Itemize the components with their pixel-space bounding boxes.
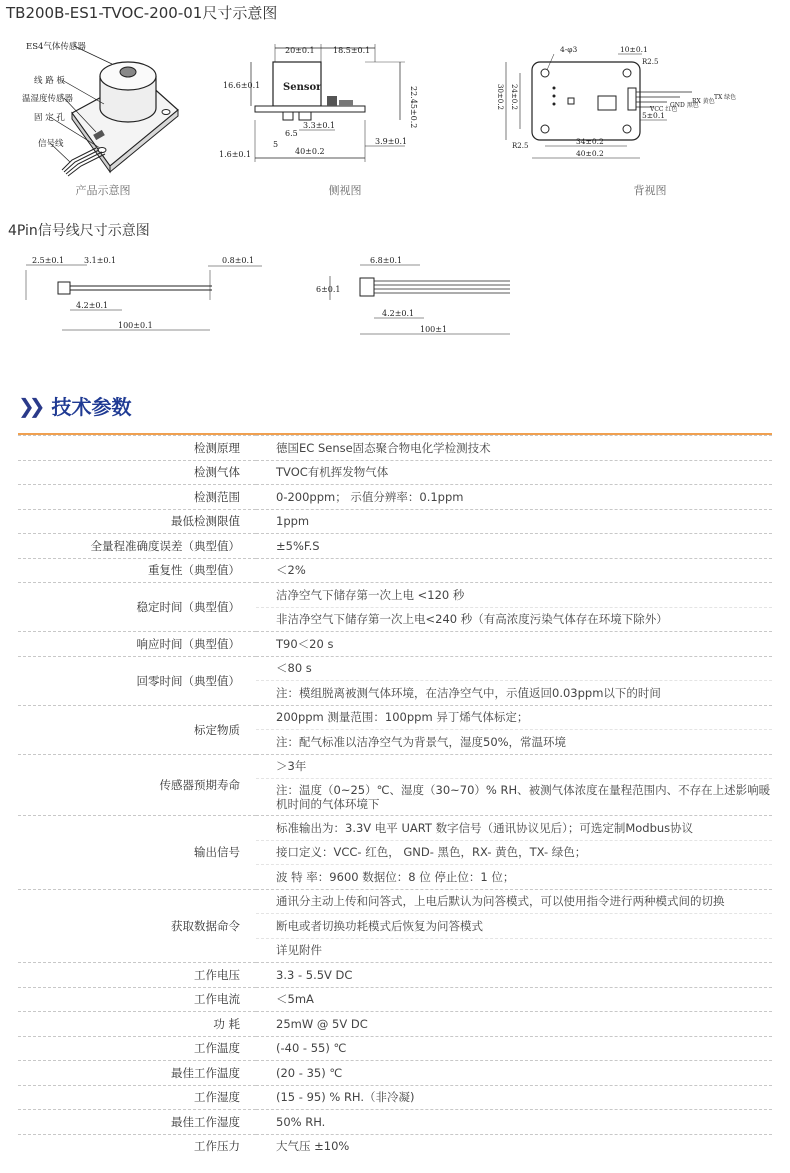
- spec-value: 标准输出为：3.3V 电平 UART 数字信号（通讯协议见后）；可选定制Modbus协议: [256, 816, 772, 841]
- spec-row: [18, 509, 772, 534]
- spec-row: [18, 485, 772, 510]
- caption-side: 侧视图: [328, 184, 362, 197]
- dim-board-thickness: 1.6±0.1: [219, 150, 252, 159]
- spec-value: 注：模组脱离被测气体环境，在洁净空气中，示值返回0.03ppm以下的时间: [256, 681, 772, 706]
- spec-row: [18, 987, 772, 1012]
- spec-key: 工作电流: [18, 987, 256, 1012]
- spec-section-header: [18, 391, 132, 420]
- spec-key: 稳定时间（典型值）: [18, 583, 256, 632]
- mount-hole-shape: [98, 148, 106, 153]
- spec-value: 大气压 ±10%: [256, 1134, 772, 1158]
- dim-3-9: 3.9±0.1: [375, 137, 408, 146]
- spec-section-title: 技术参数: [51, 395, 132, 419]
- spec-row: [18, 1110, 772, 1135]
- dim-34: 34±0.2: [576, 137, 604, 146]
- spec-value: 3.3 - 5.5V DC: [256, 963, 772, 988]
- spec-row: [18, 632, 772, 657]
- spec-value: 德国EC Sense固态聚合物电化学检测技术: [256, 436, 772, 461]
- spec-table: [18, 435, 772, 1158]
- spec-key: 最低检测限值: [18, 509, 256, 534]
- dim-2-5: 2.5±0.1: [32, 256, 65, 265]
- dim-radius-top: R2.5: [642, 58, 659, 66]
- cable-left-diagram: [12, 250, 272, 340]
- spec-value: 0-200ppm； 示值分辨率：0.1ppm: [256, 485, 772, 510]
- label-mount-hole: 固 定 孔: [34, 113, 65, 123]
- dim-5: 5±0.1: [642, 111, 665, 120]
- spec-value: T90＜20 s: [256, 632, 772, 657]
- spec-value: 200ppm 测量范围：100ppm 异丁烯气体标定；: [256, 705, 772, 730]
- spec-key: 检测原理: [18, 436, 256, 461]
- dim-40: 40±0.2: [576, 149, 604, 158]
- spec-key: 回零时间（典型值）: [18, 656, 256, 705]
- spec-row: [18, 534, 772, 559]
- spec-row: [18, 1085, 772, 1110]
- dim-board-offset: 18.5±0.1: [333, 46, 371, 55]
- spec-row: [18, 1012, 772, 1037]
- spec-key: 获取数据命令: [18, 889, 256, 963]
- mount-hole-shape: [162, 110, 170, 115]
- spec-row: [18, 436, 772, 461]
- dim-100-left: 100±0.1: [118, 321, 153, 330]
- side-view-diagram: [215, 40, 440, 170]
- spec-value: 注：温度（0~25）℃、湿度（30~70）% RH、被测气体浓度在量程范围内、不存在上述影响暖机时间的气体环境下: [256, 779, 772, 816]
- spec-key: 检测范围: [18, 485, 256, 510]
- spec-value: (-40 - 55) ℃: [256, 1036, 772, 1061]
- dim-0-8: 0.8±0.1: [222, 256, 255, 265]
- wire-vcc: VCC 红色: [650, 106, 678, 113]
- spec-value: (15 - 95) % RH.（非冷凝): [256, 1085, 772, 1110]
- caption-back: 背视图: [633, 184, 667, 197]
- dim-holes: 4-φ3: [560, 45, 578, 54]
- dim-6-5: 6.5: [285, 129, 298, 138]
- label-es4-sensor: ES4气体传感器: [26, 42, 86, 52]
- spec-key: 标定物质: [18, 705, 256, 754]
- dim-10: 10±0.1: [620, 45, 648, 54]
- spec-row: [18, 583, 772, 608]
- spec-value: 1ppm: [256, 509, 772, 534]
- dim-6-8: 6.8±0.1: [370, 256, 403, 265]
- spec-key: 功 耗: [18, 1012, 256, 1037]
- spec-value: 洁净空气下储存第一次上电 <120 秒: [256, 583, 772, 608]
- back-view-diagram: [492, 40, 762, 170]
- spec-value: ±5%F.S: [256, 534, 772, 559]
- label-circuit-board: 线 路 板: [34, 76, 65, 86]
- dim-30: 30±0.2: [496, 84, 504, 110]
- spec-value: ＞3年: [256, 754, 772, 779]
- cable-section-title: 4Pin信号线尺寸示意图: [8, 223, 150, 239]
- dim-radius-bottom: R2.5: [512, 142, 529, 150]
- cable-right-diagram: [310, 250, 530, 340]
- spec-value: 断电或者切换功耗模式后恢复为问答模式: [256, 914, 772, 939]
- spec-row: [18, 1036, 772, 1061]
- spec-key: 全量程准确度误差（典型值）: [18, 534, 256, 559]
- dim-100-right: 100±1: [420, 325, 448, 334]
- spec-value: (20 - 35) ℃: [256, 1061, 772, 1086]
- spec-value: 通讯分主动上传和问答式，上电后默认为问答模式，可以使用指令进行两种模式间的切换: [256, 889, 772, 914]
- spec-key: 工作压力: [18, 1134, 256, 1158]
- dim-4-2-left: 4.2±0.1: [76, 301, 109, 310]
- dim-sensor-width: 20±0.1: [285, 46, 315, 55]
- spec-key: 响应时间（典型值）: [18, 632, 256, 657]
- spec-key: 重复性（典型值）: [18, 558, 256, 583]
- spec-row: [18, 460, 772, 485]
- spec-key: 最佳工作温度: [18, 1061, 256, 1086]
- dim-5: 5: [273, 140, 279, 149]
- dim-sensor-height: 16.6±0.1: [223, 81, 261, 90]
- dim-board-length: 40±0.2: [295, 147, 325, 156]
- spec-row: [18, 1134, 772, 1158]
- spec-value: ＜2%: [256, 558, 772, 583]
- caption-product: 产品示意图: [75, 184, 131, 197]
- spec-key: 工作温度: [18, 1036, 256, 1061]
- dim-6: 6±0.1: [316, 285, 341, 294]
- spec-row: [18, 963, 772, 988]
- product-diagram: [0, 28, 200, 178]
- wire-gnd: GND 黑色: [670, 102, 699, 109]
- spec-value: TVOC有机挥发物气体: [256, 460, 772, 485]
- spec-value: ＜80 s: [256, 656, 772, 681]
- wire-tx: TX 绿色: [714, 94, 737, 101]
- spec-key: 输出信号: [18, 816, 256, 890]
- spec-value: 25mW @ 5V DC: [256, 1012, 772, 1037]
- spec-row: [18, 705, 772, 730]
- dim-3-1: 3.1±0.1: [84, 256, 117, 265]
- sensor-text: Sensor: [283, 82, 322, 93]
- dim-3-3: 3.3±0.1: [303, 121, 336, 130]
- spec-row: [18, 656, 772, 681]
- wire-rx: RX 黄色: [692, 98, 715, 105]
- label-humidity-sensor: 温湿度传感器: [22, 94, 74, 104]
- page-title: TB200B-ES1-TVOC-200-01尺寸示意图: [6, 4, 278, 22]
- spec-key: 检测气体: [18, 460, 256, 485]
- spec-key: 传感器预期寿命: [18, 754, 256, 816]
- spec-value: 非洁净空气下储存第一次上电<240 秒（有高浓度污染气体存在环境下除外）: [256, 607, 772, 632]
- dim-total-height: 22.45±0.2: [409, 86, 418, 129]
- spec-value: 接口定义：VCC- 红色， GND- 黑色，RX- 黄色，TX- 绿色；: [256, 840, 772, 865]
- spec-value: 波 特 率：9600 数据位：8 位 停止位：1 位；: [256, 865, 772, 890]
- spec-row: [18, 558, 772, 583]
- dim-24: 24±0.2: [510, 84, 518, 110]
- spec-value: ＜5mA: [256, 987, 772, 1012]
- spec-row: [18, 754, 772, 779]
- spec-row: [18, 1061, 772, 1086]
- spec-key: 工作湿度: [18, 1085, 256, 1110]
- spec-value: 50% RH.: [256, 1110, 772, 1135]
- double-chevron-icon: ❯❯: [18, 393, 40, 418]
- spec-key: 最佳工作湿度: [18, 1110, 256, 1135]
- spec-value: 详见附件: [256, 938, 772, 963]
- spec-key: 工作电压: [18, 963, 256, 988]
- label-signal-wire: 信号线: [38, 139, 64, 149]
- spec-row: [18, 889, 772, 914]
- spec-value: 注：配气标准以洁净空气为背景气，湿度50%，常温环境: [256, 730, 772, 755]
- spec-row: [18, 816, 772, 841]
- dim-4-2-right: 4.2±0.1: [382, 309, 415, 318]
